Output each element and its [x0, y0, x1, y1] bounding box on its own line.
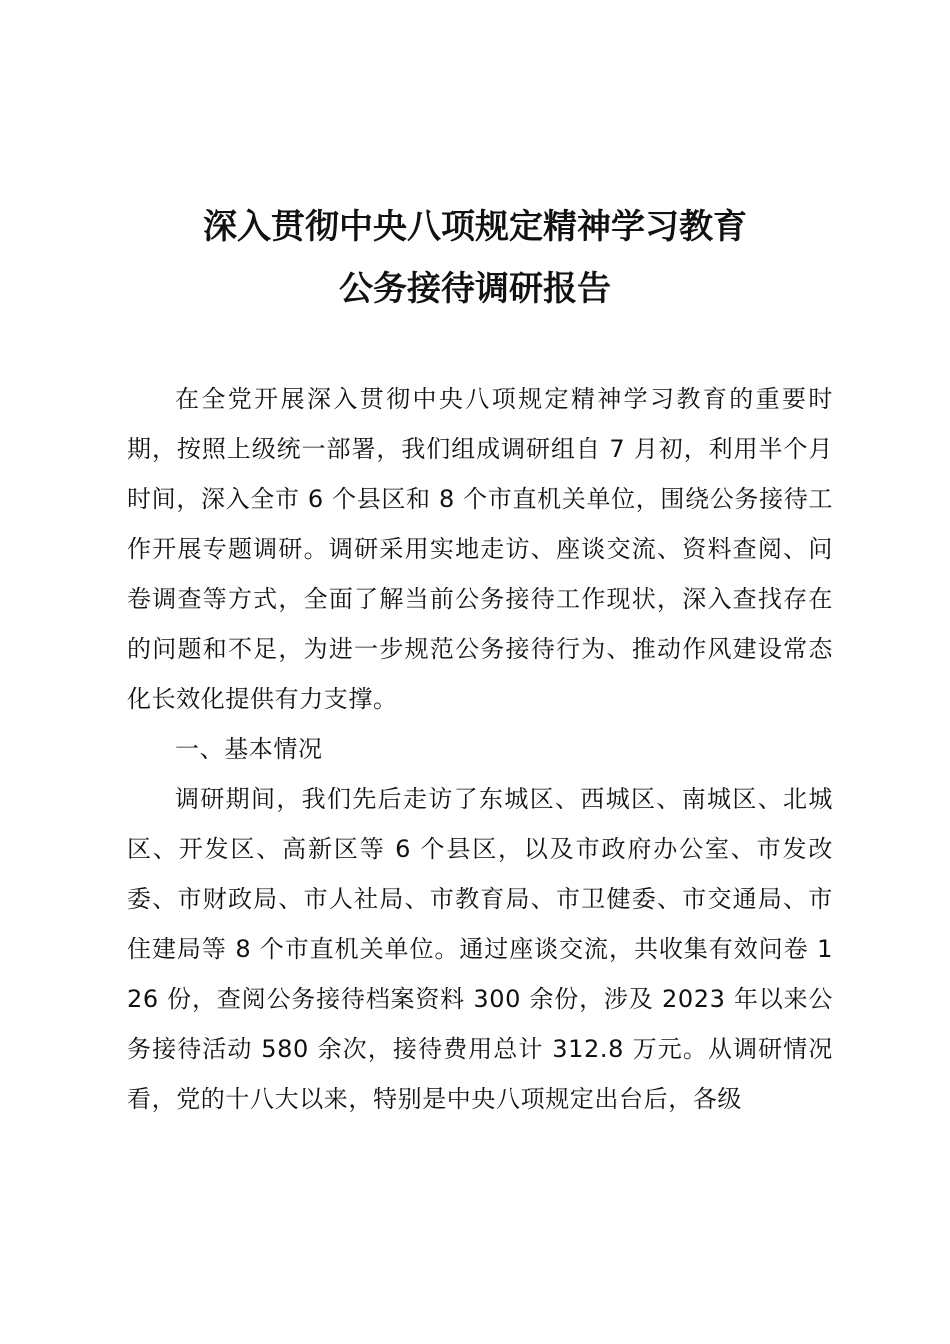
- title-line-2: 公务接待调研报告: [339, 269, 611, 309]
- title-line-1: 深入贯彻中央八项规定精神学习教育: [203, 207, 747, 247]
- section-heading-basic-situation: 一、基本情况: [175, 735, 323, 763]
- intro-paragraph: 在全党开展深入贯彻中央八项规定精神学习教育的重要时期，按照上级统一部署，我们组成调研组自 7 月初，利用半个月时间，深入全市 6 个县区和 8 个市直机关单位，围绕公务接待工作开展专题调研。调研采用实地走访、座谈交流、资料查阅、问卷调查等方式，全面了解当前公务接待工作现状，深入查找存在的问题和不足，为进一步规范公务接待行为、推动作风建设常态化长效化提供有力支撑。: [127, 385, 833, 713]
- basic-situation-paragraph: 调研期间，我们先后走访了东城区、西城区、南城区、北城区、开发区、高新区等 6 个县区，以及市政府办公室、市发改委、市财政局、市人社局、市教育局、市卫健委、市交通局、市住建局等 8 个市直机关单位。通过座谈交流，共收集有效问卷 126 份，查阅公务接待档案资料 300 余份，涉及 2023 年以来公务接待活动 580 余次，接待费用总计 312.8 万元。从调研情况看，党的十八大以来，特别是中央八项规定出台后，各级: [127, 785, 833, 1113]
- document-body: [127, 374, 833, 1124]
- document-title: [0, 196, 950, 320]
